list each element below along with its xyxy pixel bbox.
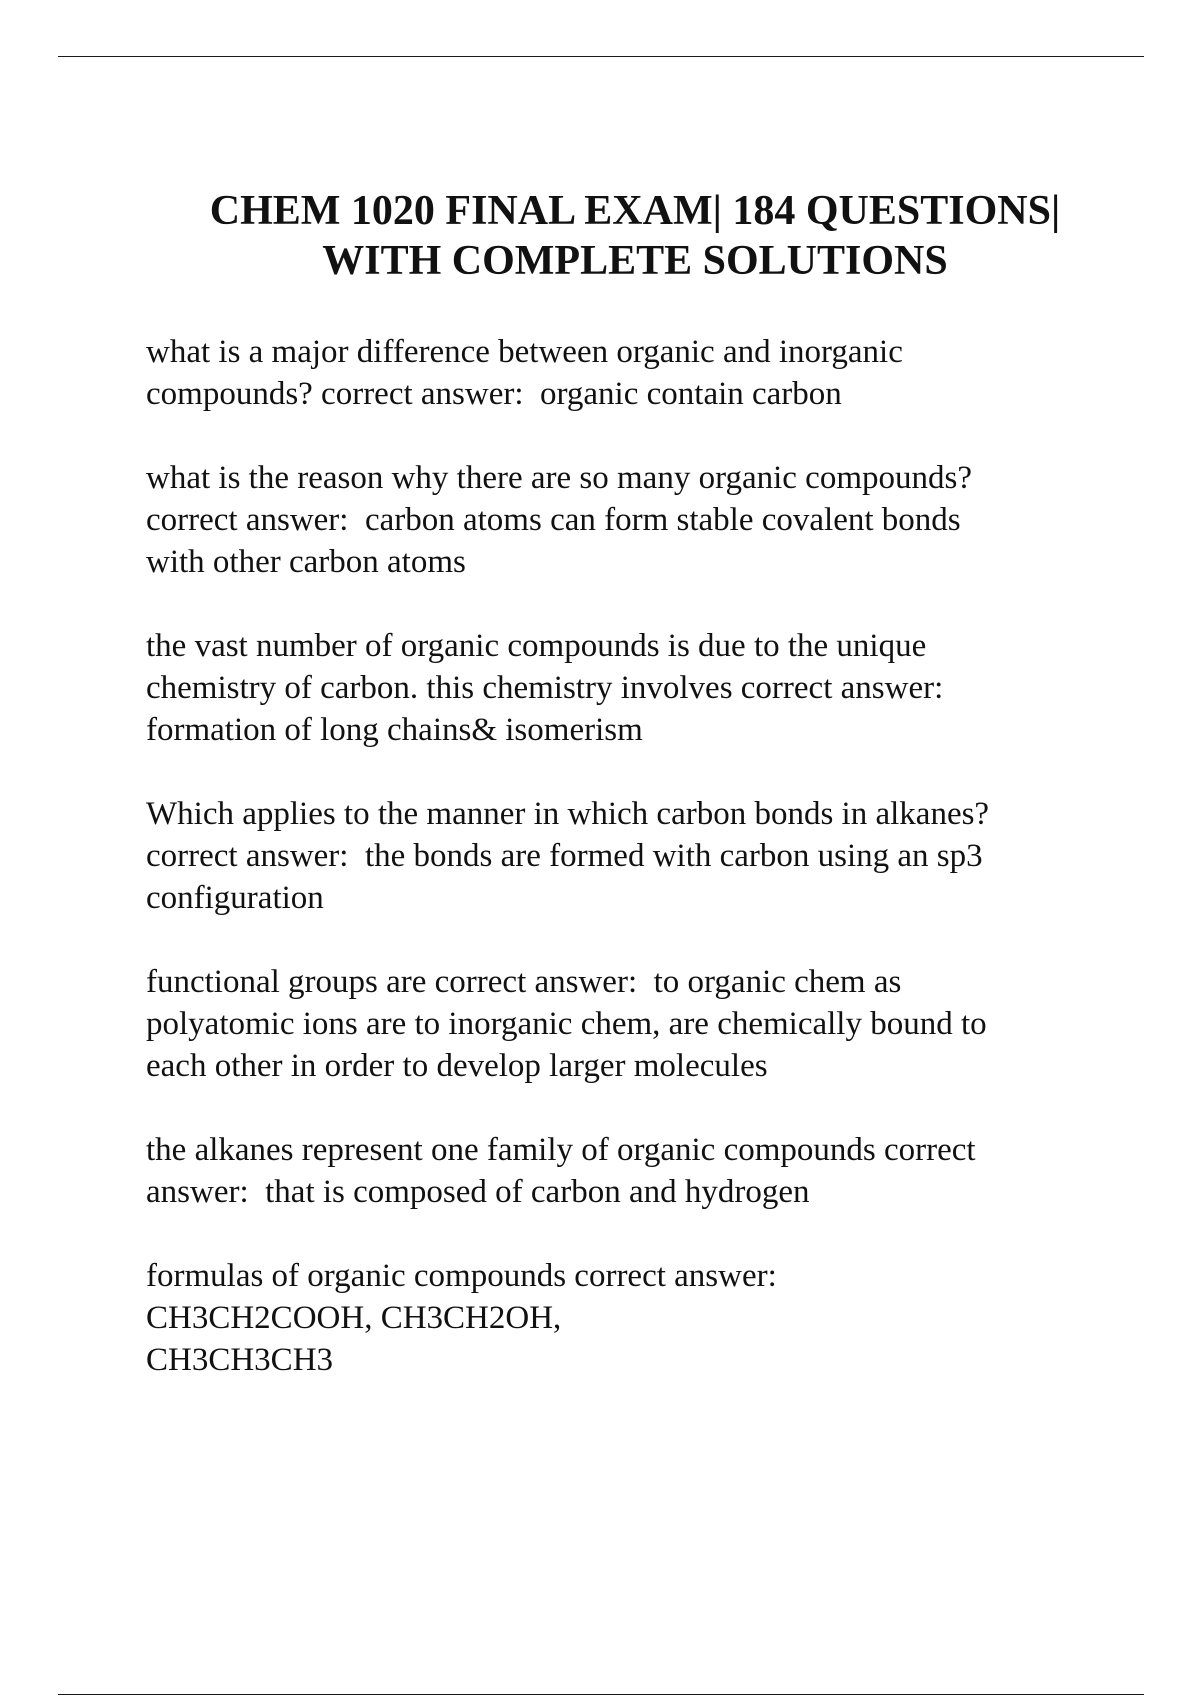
top-divider bbox=[58, 56, 1144, 57]
qa-line: functional groups are correct answer: to organic chem as bbox=[146, 964, 902, 1000]
qa-line: what is the reason why there are so many organic compounds? bbox=[146, 460, 972, 496]
qa-line: answer: that is composed of carbon and hydrogen bbox=[146, 1174, 810, 1210]
qa-item bbox=[146, 625, 1106, 751]
qa-line: formation of long chains& isomerism bbox=[146, 712, 643, 748]
qa-line: CH3CH3CH3 bbox=[146, 1342, 334, 1378]
qa-line: Which applies to the manner in which carbon bonds in alkanes? bbox=[146, 796, 990, 832]
title-line-1: CHEM 1020 FINAL EXAM| 184 QUESTIONS| bbox=[209, 188, 1061, 234]
qa-line: correct answer: the bonds are formed with carbon using an sp3 bbox=[146, 838, 983, 874]
qa-item bbox=[146, 1255, 1106, 1381]
qa-line: the vast number of organic compounds is due to the unique bbox=[146, 628, 927, 664]
qa-line: formulas of organic compounds correct answer: bbox=[146, 1258, 777, 1294]
qa-item bbox=[146, 1129, 1106, 1213]
qa-line: configuration bbox=[146, 880, 324, 916]
qa-line: chemistry of carbon. this chemistry involves correct answer: bbox=[146, 670, 944, 706]
question-answer-list bbox=[146, 331, 1106, 1423]
qa-line: the alkanes represent one family of organic compounds correct bbox=[146, 1132, 976, 1168]
qa-item bbox=[146, 961, 1106, 1087]
bottom-divider bbox=[58, 1694, 1144, 1695]
qa-line: CH3CH2COOH, CH3CH2OH, bbox=[146, 1300, 562, 1336]
qa-line: with other carbon atoms bbox=[146, 544, 466, 580]
qa-line: each other in order to develop larger molecules bbox=[146, 1048, 768, 1084]
title-line-2: WITH COMPLETE SOLUTIONS bbox=[322, 238, 948, 284]
qa-line: what is a major difference between organic and inorganic bbox=[146, 334, 903, 370]
qa-line: polyatomic ions are to inorganic chem, are chemically bound to bbox=[146, 1006, 987, 1042]
qa-item bbox=[146, 457, 1106, 583]
document-title bbox=[58, 186, 1200, 286]
qa-line: compounds? correct answer: organic contain carbon bbox=[146, 376, 842, 412]
qa-item bbox=[146, 331, 1106, 415]
qa-line: correct answer: carbon atoms can form stable covalent bonds bbox=[146, 502, 961, 538]
qa-item bbox=[146, 793, 1106, 919]
